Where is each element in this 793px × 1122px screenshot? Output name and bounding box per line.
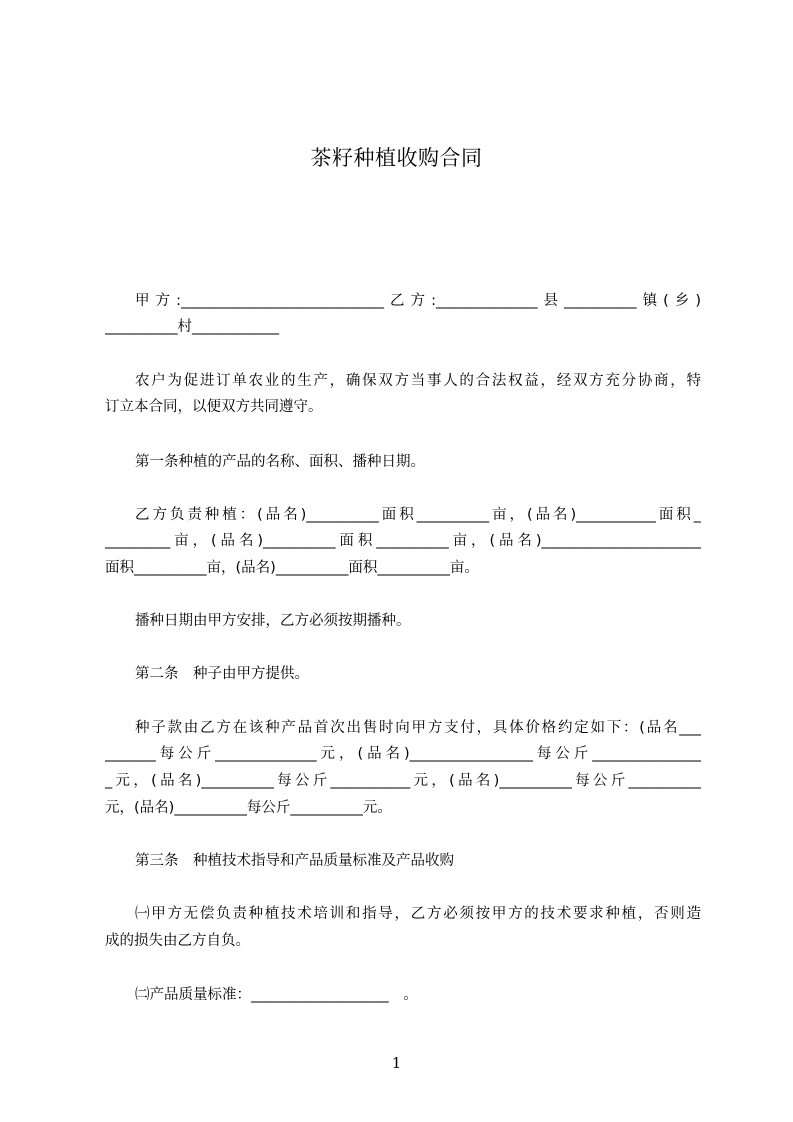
- article-2-line-3: _元，(品名)__________每公斤___________元，(品名)__________每公斤__________: [105, 773, 701, 789]
- preamble-line-2: 订立本合同，以便双方共同遵守。: [105, 399, 323, 415]
- article-1-heading: 第一条种植的产品的名称、面积、播种日期。: [135, 454, 425, 470]
- party-line: 甲方:____________________________乙方:______________县__________镇(乡): [135, 293, 701, 309]
- article-2-line-1: 种子款由乙方在该种产品首次出售时向甲方支付，具体价格约定如下：(品名___: [135, 720, 701, 736]
- article-3-item-1-line-2: 成的损失由乙方自负。: [105, 933, 250, 949]
- article-2-heading: 第二条 种子由甲方提供。: [135, 666, 309, 682]
- preamble-line-1: 农户为促进订单农业的生产，确保双方当事人的合法权益，经双方充分协商，特: [135, 373, 701, 389]
- article-2-line-2: _______每公斤______________元，(品名)_________________每公斤_______________: [105, 746, 701, 762]
- document-title: 茶籽种植收购合同: [310, 146, 483, 170]
- article-1-line-2: _________亩，(品名)__________面积__________亩，(品名)______________________: [105, 533, 701, 549]
- article-1-line-3: 面积__________亩，(品名)__________面积__________亩。: [105, 560, 479, 576]
- party-line-continued: __________村____________: [105, 319, 279, 335]
- article-3-item-2: ㈡产品质量标准：___________________ 。: [135, 987, 418, 1003]
- article-3-item-1-line-1: ㈠甲方无偿负责种植技术培训和指导，乙方必须按甲方的技术要求种植，否则造: [135, 906, 701, 922]
- sowing-date-line: 播种日期由甲方安排，乙方必须按期播种。: [135, 613, 411, 629]
- article-1-line-1: 乙方负责种植：(品名)__________面积__________亩，(品名)___________面积_: [135, 507, 701, 523]
- article-2-line-4: 元，(品名)__________每公斤__________元。: [105, 800, 392, 816]
- page-number: 1: [391, 1054, 402, 1072]
- article-3-heading: 第三条 种植技术指导和产品质量标准及产品收购: [135, 853, 454, 869]
